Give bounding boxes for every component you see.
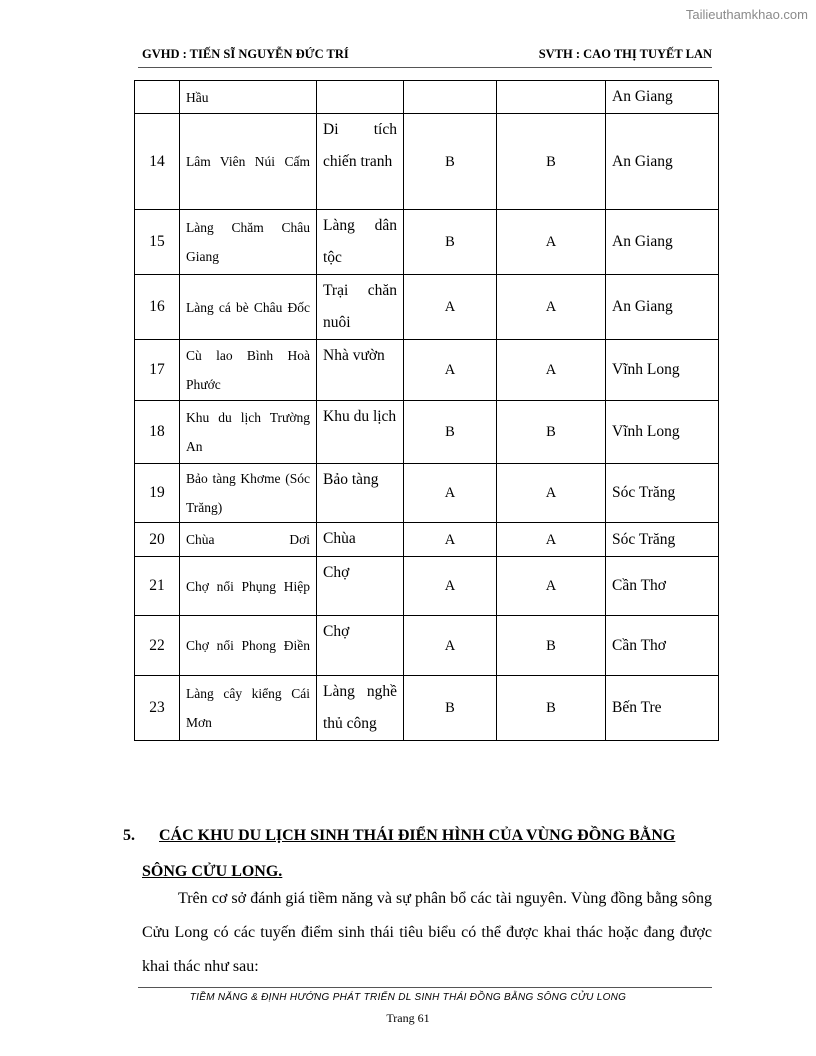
cell-province: Vĩnh Long <box>606 340 719 401</box>
cell-rating-b: A <box>497 464 606 523</box>
table-row <box>135 557 719 616</box>
cell-rating-a: B <box>404 210 497 275</box>
table-row <box>135 464 719 523</box>
cell-site-type: Làng dân tộc <box>317 210 404 275</box>
cell-site-name: Chợ nổi Phong Điền <box>180 616 317 676</box>
cell-province: An Giang <box>606 81 719 114</box>
cell-province: Vĩnh Long <box>606 401 719 464</box>
table-row <box>135 81 719 114</box>
cell-site-name: Chợ nổi Phụng Hiệp <box>180 557 317 616</box>
table-row <box>135 340 719 401</box>
tourist-sites-table <box>134 80 719 741</box>
cell-province: Sóc Trăng <box>606 464 719 523</box>
section-heading <box>123 818 715 890</box>
cell-number: 22 <box>135 616 180 676</box>
cell-rating-b: A <box>497 557 606 616</box>
cell-site-type: Nhà vườn <box>317 340 404 401</box>
cell-rating-a: B <box>404 401 497 464</box>
cell-site-name: Khu du lịch Trường An <box>180 401 317 464</box>
cell-rating-b: A <box>497 523 606 557</box>
cell-number: 18 <box>135 401 180 464</box>
table-row <box>135 523 719 557</box>
cell-rating-b: B <box>497 676 606 741</box>
footer-divider <box>138 987 712 988</box>
cell-rating-a: A <box>404 275 497 340</box>
table-row <box>135 114 719 210</box>
cell-rating-b: A <box>497 275 606 340</box>
cell-site-name: Lâm Viên Núi Cấm <box>180 114 317 210</box>
header-divider <box>138 67 712 68</box>
cell-province: An Giang <box>606 114 719 210</box>
section-number: 5. <box>123 827 135 844</box>
watermark: Tailieuthamkhao.com <box>685 7 808 22</box>
cell-rating-b: B <box>497 616 606 676</box>
page-number: Trang 61 <box>386 1011 430 1025</box>
table-row <box>135 401 719 464</box>
cell-number: 15 <box>135 210 180 275</box>
cell-rating-b <box>497 81 606 114</box>
cell-province: Cần Thơ <box>606 616 719 676</box>
cell-number: 23 <box>135 676 180 741</box>
cell-province: Sóc Trăng <box>606 523 719 557</box>
section-title-line1: CÁC KHU DU LỊCH SINH THÁI ĐIỂN HÌNH CỦA VÙNG ĐỒNG BẰNG <box>159 827 676 844</box>
cell-province: An Giang <box>606 275 719 340</box>
cell-site-name: Làng cá bè Châu Đốc <box>180 275 317 340</box>
cell-rating-a: B <box>404 114 497 210</box>
cell-province: Bến Tre <box>606 676 719 741</box>
cell-number: 19 <box>135 464 180 523</box>
cell-province: An Giang <box>606 210 719 275</box>
cell-site-name: Bảo tàng Khơme (Sóc Trăng) <box>180 464 317 523</box>
cell-rating-a: A <box>404 464 497 523</box>
table-row <box>135 676 719 741</box>
header-advisor: GVHD : TIẾN SĨ NGUYỄN ĐỨC TRÍ <box>142 47 349 61</box>
table-row <box>135 210 719 275</box>
cell-number: 14 <box>135 114 180 210</box>
cell-site-type <box>317 81 404 114</box>
cell-rating-a: A <box>404 616 497 676</box>
cell-site-type: Khu du lịch <box>317 401 404 464</box>
cell-rating-b: A <box>497 340 606 401</box>
cell-number: 17 <box>135 340 180 401</box>
cell-site-name: Làng cây kiểng Cái Mơn <box>180 676 317 741</box>
cell-number: 21 <box>135 557 180 616</box>
cell-site-name: Cù lao Bình Hoà Phước <box>180 340 317 401</box>
table-body <box>135 81 719 741</box>
cell-rating-a: A <box>404 340 497 401</box>
cell-number: 20 <box>135 523 180 557</box>
section-paragraph: Trên cơ sở đánh giá tiềm năng và sự phân bổ các tài nguyên. Vùng đồng bằng sông Cửu Long có các tuyến điểm sinh thái tiêu biểu có thể được khai thác hoặc đang được khai thác như sau: <box>142 890 712 975</box>
cell-rating-b: B <box>497 114 606 210</box>
cell-number <box>135 81 180 114</box>
cell-site-name: Chùa Dơi <box>180 523 317 557</box>
cell-rating-a: A <box>404 523 497 557</box>
cell-site-name: Hầu <box>180 81 317 114</box>
cell-site-type: Trại chăn nuôi <box>317 275 404 340</box>
cell-site-type: Chợ <box>317 616 404 676</box>
cell-rating-b: A <box>497 210 606 275</box>
cell-province: Cần Thơ <box>606 557 719 616</box>
cell-site-type: Bảo tàng <box>317 464 404 523</box>
cell-rating-a <box>404 81 497 114</box>
cell-rating-a: B <box>404 676 497 741</box>
table-row <box>135 616 719 676</box>
cell-site-name: Làng Chăm Châu Giang <box>180 210 317 275</box>
cell-number: 16 <box>135 275 180 340</box>
cell-site-type: Chùa <box>317 523 404 557</box>
footer-title: TIỀM NĂNG & ĐỊNH HƯỚNG PHÁT TRIỂN DL SINH THÁI ĐỒNG BẰNG SÔNG CỬU LONG <box>189 992 627 1003</box>
header-student: SVTH : CAO THỊ TUYẾT LAN <box>538 47 712 61</box>
cell-site-type: Làng nghề thủ công <box>317 676 404 741</box>
cell-rating-b: B <box>497 401 606 464</box>
cell-site-type: Di tích chiến tranh <box>317 114 404 210</box>
table-row <box>135 275 719 340</box>
cell-site-type: Chợ <box>317 557 404 616</box>
section-title-line2: SÔNG CỬU LONG. <box>142 863 283 880</box>
cell-rating-a: A <box>404 557 497 616</box>
